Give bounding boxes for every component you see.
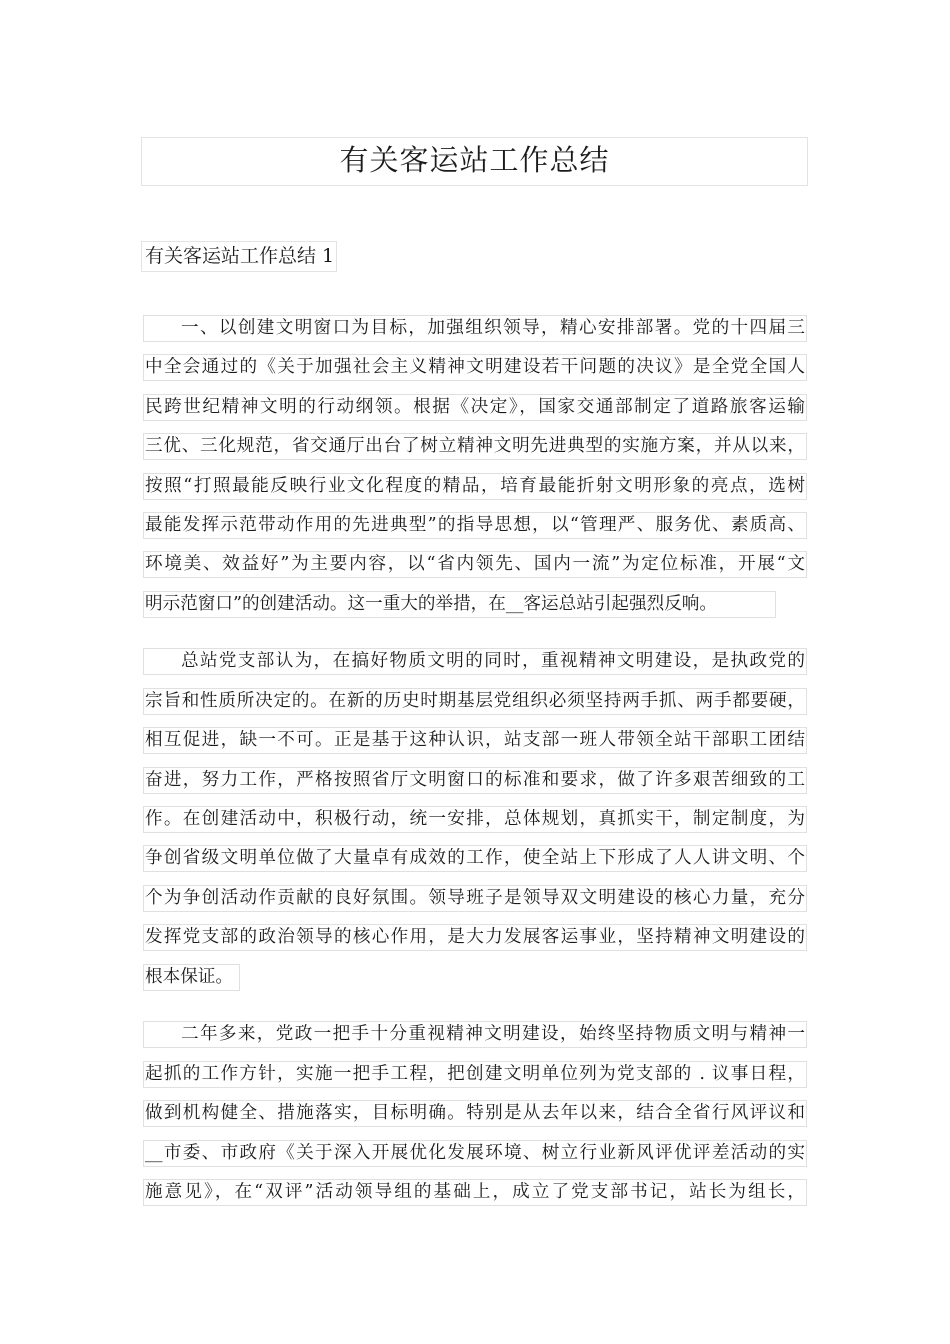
paragraph-line: 相互促进，缺一不可。正是基于这种认识，站支部一班人带领全站干部职工团结 (143, 727, 807, 754)
paragraph-line: 最能发挥示范带动作用的先进典型”的指导思想，以“管理严、服务优、素质高、 (143, 512, 807, 539)
paragraph-line: 民跨世纪精神文明的行动纲领。根据《决定》，国家交通部制定了道路旅客运输 (143, 394, 807, 421)
paragraph-line: 宗旨和性质所决定的。在新的历史时期基层党组织必须坚持两手抓、两手都要硬， (143, 688, 807, 715)
paragraph-line: 起抓的工作方针，实施一把手工程，把创建文明单位列为党支部的 . 议事日程， (143, 1061, 807, 1088)
paragraph-line: 三优、三化规范，省交通厅出台了树立精神文明先进典型的实施方案，并从以来， (143, 433, 807, 460)
paragraph-line: 根本保证。 (143, 964, 240, 991)
paragraph-line: 中全会通过的《关于加强社会主义精神文明建设若干问题的决议》是全党全国人 (143, 354, 807, 381)
paragraph-line: 个为争创活动作贡献的良好氛围。领导班子是领导双文明建设的核心力量，充分 (143, 885, 807, 912)
paragraph-line: 施意见》，在“双评”活动领导组的基础上，成立了党支部书记，站长为组长， (143, 1179, 807, 1206)
document-title: 有关客运站工作总结 (141, 137, 808, 186)
paragraph-line: 二年多来，党政一把手十分重视精神文明建设，始终坚持物质文明与精神一 (143, 1021, 807, 1048)
section-title: 有关客运站工作总结 1 (141, 241, 337, 272)
paragraph-line: 环境美、效益好”为主要内容，以“省内领先、国内一流”为定位标准，开展“文 (143, 551, 807, 578)
paragraph-line: 一、以创建文明窗口为目标，加强组织领导，精心安排部署。党的十四届三 (143, 315, 807, 342)
paragraph-line: 按照“打照最能反映行业文化程度的精品，培育最能折射文明形象的亮点，选树 (143, 473, 807, 500)
paragraph-line: 明示范窗口”的创建活动。这一重大的举措，在__客运总站引起强烈反响。 (143, 591, 776, 618)
paragraph-line: 争创省级文明单位做了大量卓有成效的工作，使全站上下形成了人人讲文明、个 (143, 845, 807, 872)
paragraph-line: 发挥党支部的政治领导的核心作用，是大力发展客运事业，坚持精神文明建设的 (143, 924, 807, 951)
paragraph-line: __市委、市政府《关于深入开展优化发展环境、树立行业新风评优评差活动的实 (143, 1140, 807, 1167)
paragraph-line: 总站党支部认为，在搞好物质文明的同时，重视精神文明建设，是执政党的 (143, 648, 807, 675)
paragraph-line: 作。在创建活动中，积极行动，统一安排，总体规划，真抓实干，制定制度，为 (143, 806, 807, 833)
paragraph-line: 奋进，努力工作，严格按照省厅文明窗口的标准和要求，做了许多艰苦细致的工 (143, 767, 807, 794)
paragraph-line: 做到机构健全、措施落实，目标明确。特别是从去年以来，结合全省行风评议和 (143, 1100, 807, 1127)
